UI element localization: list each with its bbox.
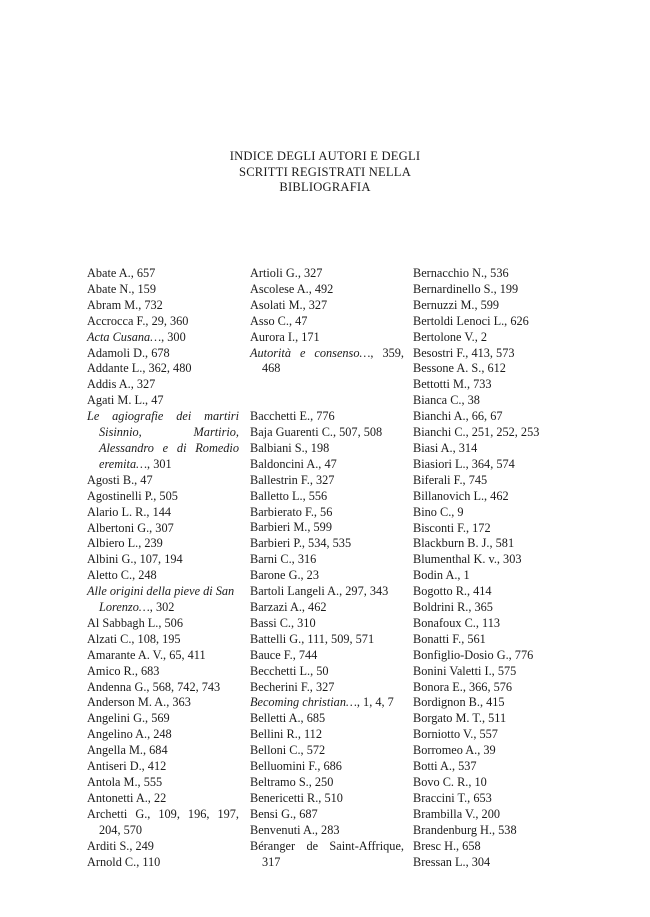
index-entry: [413, 568, 575, 584]
entry-text: Amarante A. V., 65, 411: [87, 647, 206, 662]
entry-text: Angelino A., 248: [87, 727, 172, 742]
index-entry: [250, 616, 404, 632]
index-entry: [413, 536, 575, 552]
index-entry: [413, 600, 575, 616]
entry-text: Bellini R., 112: [250, 727, 322, 742]
entry-text: Bresc H., 658: [413, 838, 481, 853]
entry-text: Blackburn B. J., 581: [413, 536, 515, 551]
index-entry: [413, 711, 575, 727]
index-entry: [250, 759, 404, 775]
index-entry: [87, 314, 239, 330]
entry-text: Bertolone V., 2: [413, 329, 488, 344]
entry-text: Borniotto V., 557: [413, 727, 498, 742]
entry-text: Aurora I., 171: [250, 329, 320, 344]
index-entry: [87, 393, 239, 409]
entry-text: Bianchi C., 251, 252, 253: [413, 425, 540, 440]
entry-text: Benericetti R., 510: [250, 790, 343, 805]
entry-text: Agostinelli P., 505: [87, 488, 178, 503]
entry-text: Blumenthal K. v., 303: [413, 552, 522, 567]
entry-text: Asso C., 47: [250, 313, 308, 328]
entry-text: Biasiori L., 364, 574: [413, 456, 515, 471]
entry-text: Bogotto R., 414: [413, 584, 492, 599]
index-entry: [87, 855, 239, 871]
entry-text: Barone G., 23: [250, 568, 319, 583]
index-entry: [413, 664, 575, 680]
index-entry: [250, 314, 404, 330]
index-entry: [250, 775, 404, 791]
index-entry: [250, 425, 404, 441]
index-entry: [87, 489, 239, 505]
index-entry: [250, 632, 404, 648]
entry-text: Bertoldi Lenoci L., 626: [413, 313, 529, 328]
index-entry: [413, 648, 575, 664]
entry-text: Addante L., 362, 480: [87, 361, 192, 376]
index-entry: [413, 489, 575, 505]
entry-text: Barbierato F., 56: [250, 504, 333, 519]
index-entry: [87, 775, 239, 791]
index-entry: [87, 711, 239, 727]
index-entry: [87, 361, 239, 377]
entry-text: Bordignon B., 415: [413, 695, 505, 710]
index-entry: [250, 520, 404, 536]
index-entry: [413, 759, 575, 775]
index-entry: [250, 791, 404, 807]
entry-text: Antonetti A., 22: [87, 790, 167, 805]
entry-text: Biasi A., 314: [413, 440, 478, 455]
entry-text: Baldoncini A., 47: [250, 456, 337, 471]
entry-text: Brambilla V., 200: [413, 806, 500, 821]
entry-text: Brandenburg H., 538: [413, 822, 517, 837]
entry-text: Agati M. L., 47: [87, 393, 164, 408]
entry-text: Bino C., 9: [413, 504, 464, 519]
index-entry: [413, 616, 575, 632]
entry-text: Belloni C., 572: [250, 743, 326, 758]
index-entry: [250, 441, 404, 457]
entry-text: Angelini G., 569: [87, 711, 170, 726]
index-entry: [250, 680, 404, 696]
index-entry: [87, 409, 239, 473]
entry-title: Becoming christian…: [250, 695, 357, 710]
entry-text: Becherini F., 327: [250, 679, 335, 694]
index-entry: [87, 298, 239, 314]
index-entry: [250, 839, 404, 871]
index-entry: [250, 711, 404, 727]
entry-text: Botti A., 537: [413, 759, 477, 774]
entry-text: Bovo C. R., 10: [413, 775, 487, 789]
entry-text: Biferali F., 745: [413, 472, 488, 487]
entry-title: Le agiografie dei martiri Sisinnio, Martirio, Alessandro e di Romedio eremita…: [87, 409, 239, 471]
entry-text: Bensi G., 687: [250, 806, 318, 821]
entry-text: Balletto L., 556: [250, 488, 328, 503]
index-entry: [87, 695, 239, 711]
index-entry: [87, 727, 239, 743]
index-entry: [413, 584, 575, 600]
entry-text: Barzazi A., 462: [250, 600, 327, 615]
index-entry: [413, 330, 575, 346]
index-entry: [250, 807, 404, 823]
index-entry: [87, 584, 239, 616]
index-entry: [87, 648, 239, 664]
entry-text: Accrocca F., 29, 360: [87, 313, 189, 328]
index-entry: [413, 505, 575, 521]
index-entry: [250, 664, 404, 680]
index-entry: [250, 823, 404, 839]
index-entry: [87, 377, 239, 393]
index-entry: [250, 266, 404, 282]
title-line: BIBLIOGRAFIA: [279, 180, 371, 194]
entry-text: Bernacchio N., 536: [413, 266, 509, 280]
index-entry: [413, 314, 575, 330]
entry-text: Abram M., 732: [87, 297, 163, 312]
entry-text: Besostri F., 413, 573: [413, 345, 515, 360]
index-entry: [250, 648, 404, 664]
entry-text: , 301: [147, 456, 172, 471]
index-entry: [250, 282, 404, 298]
index-entry: [250, 457, 404, 473]
entry-text: Antiseri D., 412: [87, 759, 167, 774]
entry-text: Ascolese A., 492: [250, 281, 334, 296]
entry-text: Belluomini F., 686: [250, 759, 342, 774]
entry-title: Autorità e consenso…: [250, 345, 371, 360]
index-entry: [87, 680, 239, 696]
entry-text: Becchetti L., 50: [250, 663, 329, 678]
entry-text: Bonfiglio-Dosio G., 776: [413, 647, 534, 662]
index-entry: [413, 346, 575, 362]
index-entry: [87, 536, 239, 552]
index-entry: [250, 695, 404, 711]
entry-text: Battelli G., 111, 509, 571: [250, 631, 375, 646]
entry-text: Barbieri M., 599: [250, 520, 332, 535]
index-entry: [250, 346, 404, 378]
index-entry: [250, 552, 404, 568]
entry-text: Balbiani S., 198: [250, 440, 330, 455]
index-entry: [87, 632, 239, 648]
index-entry: [413, 727, 575, 743]
index-entry: [87, 266, 239, 282]
entry-text: Bodin A., 1: [413, 568, 470, 583]
entry-text: Borromeo A., 39: [413, 743, 496, 758]
index-entry: [87, 330, 239, 346]
entry-text: Bernardinello S., 199: [413, 281, 519, 296]
index-entry: [250, 473, 404, 489]
index-entry: [250, 489, 404, 505]
index-column-2: [250, 266, 404, 870]
entry-text: Alario L. R., 144: [87, 504, 172, 519]
index-entry: [250, 505, 404, 521]
entry-text: Abate N., 159: [87, 281, 156, 296]
entry-text: , 300: [161, 329, 186, 344]
index-entry: [87, 743, 239, 759]
entry-title: Acta Cusana…: [87, 329, 162, 344]
index-entry: [413, 282, 575, 298]
index-entry: [413, 807, 575, 823]
entry-text: , 359, 468: [262, 345, 404, 376]
entry-text: Billanovich L., 462: [413, 488, 509, 503]
index-entry: [413, 457, 575, 473]
index-entry: [413, 791, 575, 807]
index-entry: [250, 298, 404, 314]
title-line: INDICE DEGLI AUTORI E DEGLI: [229, 149, 421, 163]
entry-text: Belletti A., 685: [250, 711, 326, 726]
index-entry: [413, 377, 575, 393]
entry-text: Albertoni G., 307: [87, 520, 174, 535]
entry-text: Arditi S., 249: [87, 838, 154, 853]
index-entry: [87, 568, 239, 584]
entry-text: Ballestrin F., 327: [250, 472, 335, 487]
entry-text: Bessone A. S., 612: [413, 361, 506, 376]
entry-text: Andenna G., 568, 742, 743: [87, 679, 221, 694]
index-entry: [87, 521, 239, 537]
entry-text: Bisconti F., 172: [413, 520, 491, 535]
index-entry: [413, 695, 575, 711]
index-entry: [87, 791, 239, 807]
entry-text: Braccini T., 653: [413, 790, 492, 805]
index-entry: [413, 425, 575, 441]
index-entry: [413, 839, 575, 855]
entry-text: Abate A., 657: [87, 266, 156, 280]
index-entry: [87, 839, 239, 855]
index-entry: [87, 282, 239, 298]
index-entry: [250, 409, 404, 425]
entry-text: Anderson M. A., 363: [87, 695, 191, 710]
entry-text: Asolati M., 327: [250, 297, 328, 312]
entry-text: Albini G., 107, 194: [87, 552, 183, 567]
index-entry: [413, 441, 575, 457]
entry-text: , 302: [149, 600, 175, 615]
index-entry: [250, 727, 404, 743]
entry-text: Agosti B., 47: [87, 472, 153, 487]
index-column-1: [87, 266, 239, 870]
entry-text: Amico R., 683: [87, 663, 160, 678]
entry-text: , 1, 4, 7: [356, 695, 394, 710]
entry-text: Alzati C., 108, 195: [87, 631, 181, 646]
entry-text: Adamoli D., 678: [87, 345, 170, 360]
index-entry: [87, 505, 239, 521]
index-entry: [413, 855, 575, 871]
index-entry: [250, 330, 404, 346]
index-entry: [413, 743, 575, 759]
index-entry: [413, 521, 575, 537]
index-entry: [250, 584, 404, 600]
entry-text: Bonatti F., 561: [413, 631, 486, 646]
title-line: SCRITTI REGISTRATI NELLA: [238, 164, 411, 179]
entry-text: Borgato M. T., 511: [413, 711, 507, 726]
index-entry: [413, 632, 575, 648]
index-entry: [87, 473, 239, 489]
entry-text: Bartoli Langeli A., 297, 343: [250, 584, 389, 599]
entry-text: Benvenuti A., 283: [250, 822, 340, 837]
entry-text: Aletto C., 248: [87, 568, 157, 583]
index-column-3: [413, 266, 575, 870]
entry-text: Barni C., 316: [250, 552, 317, 567]
entry-text: Béranger de Saint-Affrique, 317: [250, 838, 404, 869]
entry-text: Bonini Valetti I., 575: [413, 663, 517, 678]
entry-text: Antola M., 555: [87, 775, 163, 789]
entry-text: Bacchetti E., 776: [250, 409, 335, 424]
index-entry: [413, 823, 575, 839]
index-title: [0, 149, 650, 196]
entry-text: Al Sabbagh L., 506: [87, 615, 183, 630]
index-entry: [413, 473, 575, 489]
entry-text: Bernuzzi M., 599: [413, 297, 500, 312]
index-entry: [250, 600, 404, 616]
index-entry: [87, 346, 239, 362]
entry-text: Angella M., 684: [87, 743, 168, 758]
entry-text: Boldrini R., 365: [413, 600, 493, 615]
index-entry: [413, 298, 575, 314]
entry-text: Bianchi A., 66, 67: [413, 409, 503, 424]
index-entry: [413, 361, 575, 377]
entry-text: Barbieri P., 534, 535: [250, 536, 352, 551]
index-entry: [87, 664, 239, 680]
entry-text: Bassi C., 310: [250, 615, 316, 630]
index-entry: [413, 409, 575, 425]
index-entry: [87, 807, 239, 839]
index-entry: [87, 759, 239, 775]
entry-text: Artioli G., 327: [250, 266, 323, 280]
entry-text: Bianca C., 38: [413, 393, 480, 408]
entry-text: Bauce F., 744: [250, 647, 318, 662]
entry-text: Archetti G., 109, 196, 197, 204, 570: [87, 806, 239, 837]
index-entry: [413, 775, 575, 791]
entry-text: Bettotti M., 733: [413, 377, 492, 392]
entry-text: Beltramo S., 250: [250, 774, 334, 789]
index-entry: [87, 552, 239, 568]
entry-text: Bonafoux C., 113: [413, 615, 500, 630]
entry-text: Bressan L., 304: [413, 854, 491, 869]
index-entry: [250, 568, 404, 584]
entry-text: Arnold C., 110: [87, 854, 161, 869]
entry-text: Albiero L., 239: [87, 536, 163, 551]
entry-text: Addis A., 327: [87, 377, 156, 392]
index-entry: [413, 552, 575, 568]
index-entry: [413, 266, 575, 282]
index-entry: [87, 616, 239, 632]
entry-text: Baja Guarenti C., 507, 508: [250, 425, 383, 440]
index-entry: [413, 393, 575, 409]
entry-title: Alle origini della pieve di San Lorenzo…: [87, 584, 235, 615]
entry-text: Bonora E., 366, 576: [413, 679, 513, 694]
index-entry: [250, 536, 404, 552]
index-entry: [250, 743, 404, 759]
index-entry: [413, 680, 575, 696]
